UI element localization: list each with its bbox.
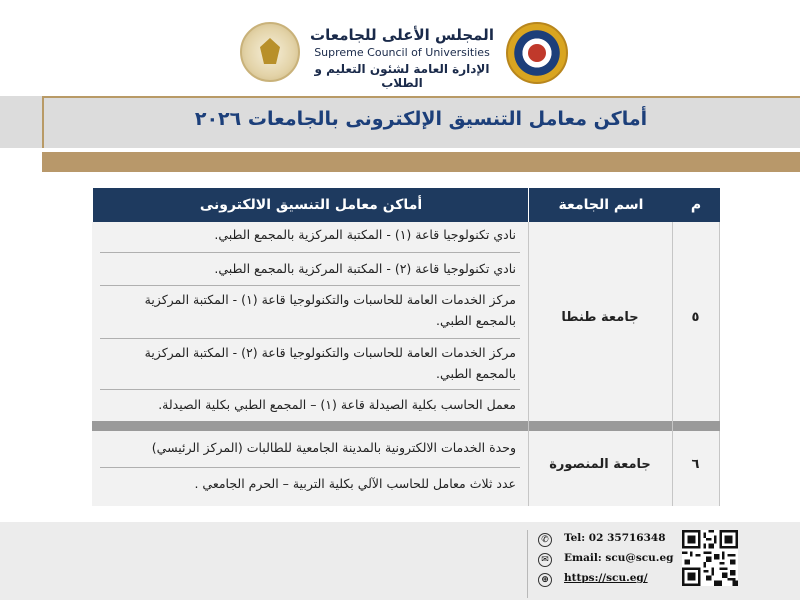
contact-website[interactable] [538, 572, 678, 590]
phone-icon: ✆ [538, 533, 552, 547]
place-item: نادي تكنولوجيا قاعة (١) - المكتبة المركزية بالمجمع الطبي. [214, 227, 516, 242]
labs-table [92, 188, 720, 506]
phone-text: Tel: 02 35716348 [564, 532, 666, 544]
places-cell-tanta [92, 222, 528, 421]
place-item: مركز الخدمات العامة للحاسبات والتكنولوجيا قاعة (٢) - المكتبة المركزية بالمجمع الطبي. [144, 345, 516, 381]
row-number: ٥ [691, 310, 700, 325]
council-name-en: Supreme Council of Universities [314, 46, 490, 59]
university-cell-mansoura [528, 431, 672, 506]
table-header-row [92, 188, 720, 222]
row-divider [100, 252, 520, 253]
row-number: ٦ [691, 457, 700, 472]
egypt-emblem-logo [240, 22, 300, 82]
place-item: وحدة الخدمات الالكترونية بالمدينة الجامعية للطالبات (المركز الرئيسي) [151, 440, 516, 455]
website-link[interactable]: https://scu.eg/ [564, 572, 648, 584]
page-header [0, 0, 800, 92]
globe-icon: ⊕ [538, 573, 552, 587]
page-title: أماكن معامل التنسيق الإلكترونى بالجامعات ٢٠٢٦ [194, 108, 648, 130]
place-item: معمل الحاسب بكلية الصيدلة قاعة (١) – المجمع الطبي بكلية الصيدلة. [158, 397, 516, 412]
row-divider [100, 285, 520, 286]
header-number: م [690, 197, 702, 213]
council-name-ar: المجلس الأعلى للجامعات [310, 26, 494, 44]
header-university: اسم الجامعة [528, 188, 673, 222]
row-divider [100, 338, 520, 339]
column-divider [672, 222, 673, 506]
group-separator [92, 421, 720, 431]
column-divider [528, 222, 529, 506]
council-seal-logo [506, 22, 568, 84]
number-cell-mansoura [672, 431, 720, 506]
department-name: الإدارة العامة لشئون التعليم و الطلاب [314, 62, 490, 90]
university-name: جامعة طنطا [561, 310, 639, 325]
row-divider [100, 467, 520, 468]
places-cell-mansoura [92, 431, 528, 506]
qr-code [682, 530, 738, 586]
university-name: جامعة المنصورة [549, 457, 651, 472]
email-icon: ✉ [538, 553, 552, 567]
page-footer [0, 522, 800, 600]
contact-phone [538, 532, 678, 550]
contact-email [538, 552, 678, 570]
place-item: مركز الخدمات العامة للحاسبات والتكنولوجيا قاعة (١) - المكتبة المركزية بالمجمع الطبي. [144, 292, 516, 328]
place-item: نادي تكنولوجيا قاعة (٢) - المكتبة المركزية بالمجمع الطبي. [214, 261, 516, 276]
number-cell-tanta [672, 222, 720, 421]
header-places: أماكن معامل التنسيق الالكترونى [92, 188, 529, 222]
email-text: Email: scu@scu.eg [564, 552, 674, 564]
gold-divider [42, 152, 800, 172]
footer-divider [527, 530, 528, 598]
university-cell-tanta [528, 222, 672, 421]
row-divider [100, 389, 520, 390]
place-item: عدد ثلاث معامل للحاسب الآلي بكلية التربية – الحرم الجامعي . [194, 476, 516, 491]
